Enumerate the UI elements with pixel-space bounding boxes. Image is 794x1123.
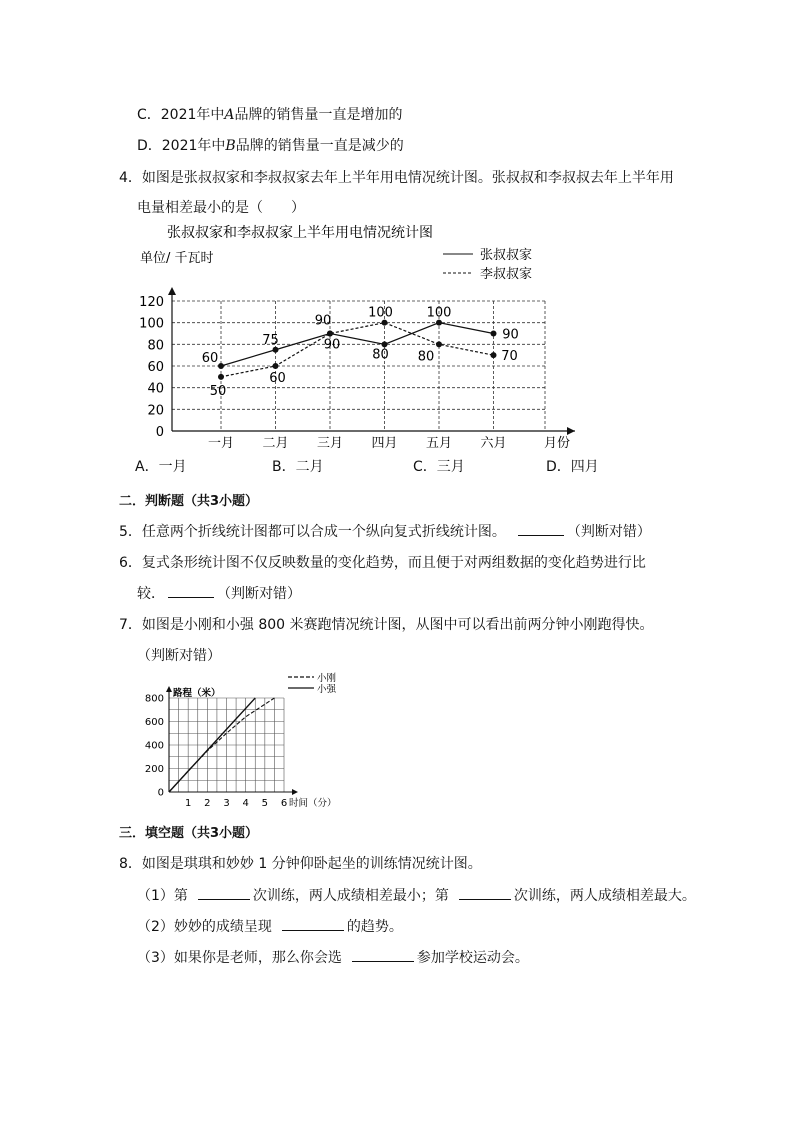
data-label: 100 (368, 305, 393, 321)
y-tick-label: 600 (144, 717, 164, 728)
data-point (218, 374, 224, 380)
q7-line2: （判断对错） (137, 648, 221, 664)
y-axis-arrow (166, 686, 172, 692)
x-axis-label: 月份 (543, 436, 571, 450)
x-tick-label: 六月 (480, 436, 507, 450)
x-tick-label: 6 (280, 798, 288, 809)
answer-blank[interactable] (198, 885, 250, 900)
x-tick-label: 三月 (316, 436, 344, 450)
data-label: 60 (201, 351, 219, 366)
data-point (491, 331, 497, 337)
legend-label: 李叔叔家 (480, 267, 533, 282)
y-tick-label: 0 (155, 425, 164, 440)
data-point (491, 352, 497, 358)
q3-option-c: C．2021年中A品牌的销售量一直是增加的 (137, 107, 403, 123)
x-tick-label: 一月 (207, 436, 235, 450)
answer-blank[interactable] (518, 521, 564, 536)
q7-line1: 7．如图是小刚和小强 800 米赛跑情况统计图，从图中可以看出前两分钟小刚跑得快。 (119, 617, 654, 633)
data-point (327, 331, 333, 337)
y-axis-label: 路程（米） (173, 688, 221, 699)
y-tick-label: 400 (144, 740, 164, 752)
race-distance-chart (140, 668, 380, 813)
q5: 5．任意两个折线统计图都可以合成一个纵向复式折线统计图。 （判断对错） (119, 521, 651, 541)
data-point (218, 363, 224, 369)
q8-stem: 8．如图是琪琪和妙妙 1 分钟仰卧起坐的训练情况统计图。 (119, 856, 482, 872)
data-label: 90 (314, 313, 332, 329)
brand-label: B (225, 138, 236, 154)
data-label: 90 (502, 327, 519, 343)
y-tick-label: 40 (147, 381, 164, 397)
y-tick-label: 0 (157, 787, 164, 799)
q4-option-d[interactable]: D．四月 (546, 459, 599, 475)
section-title-judgement: 二．判断题（共3小题） (119, 494, 259, 509)
y-axis-arrow (168, 287, 176, 295)
x-tick-label: 1 (184, 798, 192, 809)
q4-option-a[interactable]: A．一月 (135, 459, 187, 475)
electricity-usage-chart (130, 218, 590, 450)
q8-sub2: （2）妙妙的成绩呈现 的趋势。 (137, 916, 403, 936)
data-point (273, 363, 279, 369)
x-tick-label: 4 (242, 798, 249, 809)
y-tick-label: 120 (139, 295, 164, 310)
legend-label: 小强 (317, 684, 337, 695)
x-axis-label: 时间（分） (289, 798, 337, 809)
x-tick-label: 5 (261, 798, 269, 809)
data-label: 90 (323, 337, 341, 353)
x-tick-label: 四月 (371, 436, 398, 450)
legend-label: 小刚 (317, 673, 337, 684)
legend-label: 张叔叔家 (480, 248, 533, 263)
x-tick-label: 五月 (425, 436, 453, 450)
x-axis-arrow (292, 789, 298, 795)
q6-line1: 6．复式条形统计图不仅反映数量的变化趋势，而且便于对两组数据的变化趋势进行比 (119, 555, 646, 571)
brand-label: A (224, 107, 235, 123)
q4-option-c[interactable]: C．三月 (413, 459, 465, 475)
x-tick-label: 3 (223, 798, 230, 809)
q3-option-d: D．2021年中B品牌的销售量一直是减少的 (137, 138, 404, 154)
data-label: 75 (262, 332, 279, 348)
data-label: 80 (372, 347, 389, 363)
y-tick-label: 80 (147, 338, 164, 354)
answer-blank[interactable] (282, 916, 344, 931)
y-tick-label: 20 (147, 403, 164, 419)
data-label: 100 (426, 305, 452, 321)
data-label: 70 (501, 349, 518, 365)
answer-blank[interactable] (168, 583, 214, 598)
q6-line2: 较． （判断对错） (137, 583, 301, 603)
x-axis-arrow (567, 427, 575, 435)
y-tick-label: 100 (139, 316, 164, 332)
data-point (436, 341, 442, 347)
answer-blank[interactable] (352, 947, 414, 962)
x-tick-label: 2 (204, 798, 211, 809)
data-label: 60 (269, 371, 286, 386)
q4-stem-line1: 4．如图是张叔叔家和李叔叔家去年上半年用电情况统计图。张叔叔和李叔叔去年上半年用 (119, 170, 674, 186)
data-label: 50 (209, 383, 227, 399)
q4-stem-line2: 电量相差最小的是（ ） (137, 200, 305, 216)
y-tick-label: 60 (147, 360, 164, 375)
data-label: 80 (417, 349, 435, 365)
y-axis-label: 单位/ 千瓦时 (140, 251, 214, 266)
chart-title: 张叔叔家和李叔叔家上半年用电情况统计图 (167, 225, 433, 241)
series-line (221, 323, 494, 377)
x-tick-label: 二月 (262, 436, 289, 450)
y-tick-label: 200 (144, 764, 164, 775)
section-title-fill-in: 三．填空题（共3小题） (119, 826, 259, 841)
y-tick-label: 800 (144, 693, 164, 705)
q4-option-b[interactable]: B．二月 (272, 459, 324, 475)
answer-blank[interactable] (459, 885, 511, 900)
q8-sub3: （3）如果你是老师，那么你会选 参加学校运动会。 (137, 947, 529, 967)
q8-sub1: （1）第 次训练，两人成绩相差最小；第 次训练，两人成绩相差最大。 (137, 885, 696, 905)
